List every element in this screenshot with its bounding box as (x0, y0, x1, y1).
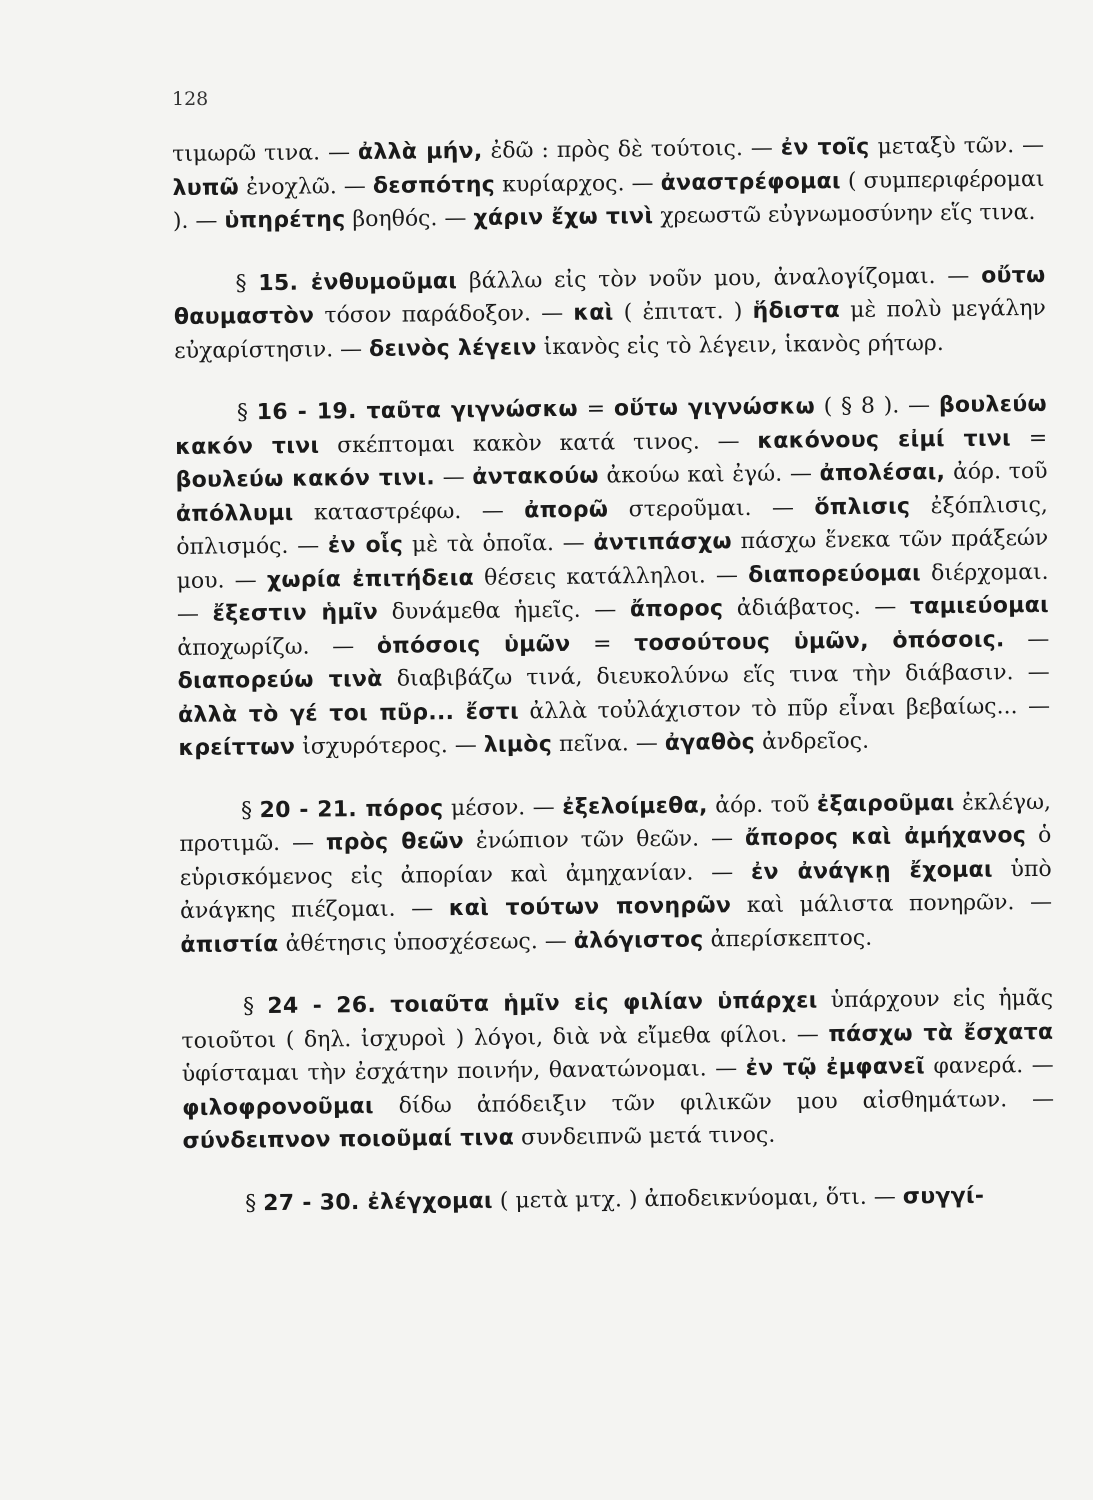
headword: ἀπόλλυμι (175, 500, 294, 527)
headword: διαπορεύω τινὰ (177, 666, 383, 694)
headword: ἐξελοίμεθα, (562, 792, 708, 820)
headword: σύνδειπνον ποιοῦμαί τινα (182, 1125, 515, 1154)
gloss-text: ( ἐπιτατ. ) (613, 298, 753, 326)
headword: κρείττων (178, 734, 296, 761)
headword: ἀλλὰ μήν, (357, 138, 483, 166)
headword: ἐν τοῖς (780, 134, 870, 161)
gloss-text: διέρχομαι. — (176, 559, 1049, 627)
gloss-text: ἐνώπιον τῶν θεῶν. — (463, 826, 746, 854)
headword: ἀπολέσαι, (819, 459, 946, 487)
gloss-text: μέσον. — (443, 794, 563, 821)
gloss-text: § (240, 797, 260, 823)
gloss-text: ὑπὸ ἀνάγκης πιέζομαι. — (179, 856, 1052, 924)
headword: συγγί- (902, 1183, 985, 1209)
headword: τοσούτους ὑμῶν, ὁπόσοις. (634, 626, 1005, 656)
headword: ἐν οἷς (327, 532, 404, 559)
gloss-text: καὶ μάλιστα πονηρῶν. — (731, 889, 1053, 919)
headword: ὅπλισις (814, 493, 911, 520)
headword: 27 - 30. ἐλέγχομαι (263, 1188, 493, 1216)
paragraph (173, 258, 1046, 368)
headword: ἀγαθὸς (664, 729, 756, 756)
gloss-text: συνδειπνῶ μετά τινος. (513, 1122, 776, 1151)
gloss-text: κυρίαρχος. — (494, 170, 661, 198)
gloss-text: ἀπερίσκεπτος. (703, 925, 873, 952)
headword: οὕτω γιγνώσκω (613, 394, 816, 422)
gloss-text: § (235, 270, 259, 296)
headword: ἀντιπάσχω (593, 529, 732, 556)
headword: κακόνους εἰμί τινι (757, 425, 1012, 454)
headword: ἀλόγιστος (573, 926, 704, 954)
headword: ἐξαιροῦμαι (816, 790, 955, 817)
headword: ὁπόσοις ὑμῶν (376, 631, 571, 659)
gloss-text: τόσον παράδοξον. — (314, 300, 574, 329)
headword: λιμὸς (483, 732, 553, 758)
gloss-text: ἱκανὸς εἰς τὸ λέγειν, ἱκανὸς ρήτωρ. (536, 330, 944, 360)
gloss-text: μεταξὺ τῶν. — (869, 132, 1045, 160)
headword: ταμιεύομαι (909, 592, 1050, 620)
headword: δεινὸς λέγειν (368, 334, 537, 362)
gloss-text: ἀποχωρίζω. — (177, 633, 378, 661)
gloss-text: = (570, 630, 635, 657)
gloss-text: ( § 8 ). — (814, 392, 940, 420)
gloss-text: = (577, 396, 615, 422)
gloss-text: ὁ εὑρισκόμενος εἰς ἀπορίαν καὶ ἀμηχανίαν. — (179, 822, 1052, 891)
paragraph (183, 1178, 1055, 1221)
headword: δεσπότης (372, 172, 496, 199)
paragraph (179, 785, 1053, 962)
headword: ἀναστρέφομαι (660, 168, 841, 196)
gloss-text: ( μετὰ μτχ. ) ἀποδεικνύομαι, ὅτι. — (492, 1183, 903, 1214)
gloss-text: = (1010, 425, 1048, 451)
headword: πάσχω τὰ ἔσχατα (828, 1019, 1054, 1047)
headword: 24 - 26. τοιαῦτα ἡμῖν εἰς φιλίαν ὑπάρχει (267, 988, 818, 1020)
headword: ἔξεστιν ἡμῖν (212, 599, 379, 627)
glossary-text (172, 129, 1055, 1221)
gloss-text: ἐδῶ : πρὸς δὲ τούτοις. — (482, 135, 781, 164)
gloss-text: § (236, 400, 257, 426)
headword: ἀπιστία (180, 931, 279, 958)
headword: καὶ (573, 300, 614, 326)
gloss-text: χρεωστῶ εὐγνωμοσύνην εἵς τινα. (653, 199, 1036, 229)
gloss-text: ἀθέτησις ὑποσχέσεως. — (278, 928, 574, 957)
gloss-text: τιμωρῶ τινα. — (172, 140, 359, 167)
gloss-text: διαβιβάζω τινά, διευκολύνω εἵς τινα τὴν διάβασιν. — (382, 659, 1050, 692)
headword: ἄπορος καὶ ἀμήχανος (744, 823, 1027, 852)
headword: ἀπορῶ (524, 496, 609, 523)
headword: διαπορεύομαι (747, 560, 922, 588)
gloss-text: μὲ τὰ ὁποῖα. — (403, 530, 594, 558)
headword: ἄπορος (629, 596, 724, 623)
gloss-text: δίδω ἀπόδειξιν τῶν φιλικῶν μου αἰσθημάτων. — (373, 1086, 1055, 1119)
headword: βουλεύω κακόν τινι (175, 391, 1047, 460)
headword: ἀντακούω (472, 463, 599, 490)
gloss-text: στεροῦμαι. — (608, 494, 815, 522)
gloss-text: πάσχω ἕνεκα τῶν πράξεών μου. — (176, 525, 1049, 594)
gloss-text: ὑφίσταμαι τὴν ἐσχάτην ποινήν, θανατώνομαι. — (181, 1056, 746, 1087)
headword: φιλοφρονοῦμαι (182, 1093, 374, 1121)
gloss-text: ἀκούω καὶ ἐγώ. — (598, 461, 820, 489)
gloss-text: πεῖνα. — (551, 730, 665, 758)
gloss-text: — (434, 464, 473, 491)
gloss-text: ἐκλέγω, προτιμῶ. — (179, 789, 1052, 857)
gloss-text: § (245, 1190, 264, 1216)
headword: ἥδιστα (752, 298, 841, 324)
paragraph (175, 388, 1051, 766)
gloss-text: ἀλλὰ τοὐλάχιστον τὸ πῦρ εἶναι βεβαίως... — (518, 693, 1051, 724)
headword: καὶ τούτων πονηρῶν (448, 893, 732, 922)
gloss-text: καταστρέφω. — (293, 497, 525, 526)
gloss-text: ἐνοχλῶ. — (238, 173, 374, 200)
gloss-text: — (1004, 626, 1050, 652)
headword: ὑπηρέτης (224, 207, 346, 234)
headword: ἐν τῷ ἐμφανεῖ (745, 1054, 926, 1082)
gloss-text: δυνάμεθα ἡμεῖς. — (377, 597, 631, 625)
gloss-text: θέσεις κατάλληλοι. — (473, 562, 749, 591)
gloss-text: σκέπτομαι κακὸν κατά τινος. — (319, 428, 758, 458)
gloss-text: ἀνδρεῖος. (754, 728, 870, 755)
headword: οὔτω θαυμαστὸν (173, 262, 1046, 330)
gloss-text: βοηθός. — (345, 205, 474, 233)
gloss-text: ἀδιάβατος. — (723, 594, 911, 622)
gloss-text: ( συμπεριφέρομαι ). — (172, 166, 1045, 234)
gloss-text: § (242, 994, 268, 1020)
headword: χωρία ἐπιτήδεια (266, 565, 475, 593)
gloss-text: ἀόρ. τοῦ (945, 458, 1048, 485)
gloss-text: φανερά. — (924, 1052, 1054, 1080)
gloss-text: ὑπάρχουν εἰς ἡμᾶς τοιοῦτοι ( δηλ. ἰσχυροὶ ) λόγοι, διὰ νὰ εἴμεθα φίλοι. — (181, 985, 1054, 1054)
headword: λυπῶ (172, 174, 240, 201)
paragraph (181, 982, 1055, 1159)
page-number: 128 (172, 88, 209, 110)
headword: χάριν ἔχω τινὶ (473, 203, 654, 231)
gloss-text: ἰσχυρότερος. — (295, 732, 484, 760)
gloss-text: μὲ πολὺ μεγάλην εὐχαρίστησιν. — (174, 295, 1046, 364)
gloss-text: ἀόρ. τοῦ (707, 791, 818, 818)
headword: ἐν ἀνάγκῃ ἔχομαι (750, 856, 993, 885)
gloss-text: βάλλω εἰς τὸν νοῦν μου, ἀναλογίζομαι. — (457, 263, 982, 294)
headword: 16 - 19. ταῦτα γιγνώσκω (256, 396, 578, 426)
headword: 15. ἐνθυμοῦμαι (258, 268, 458, 296)
gloss-text: ἐξόπλισις, ὁπλισμός. — (176, 492, 1048, 560)
headword: βουλεύω κακόν τινι. (175, 465, 436, 493)
headword: 20 - 21. πόρος (259, 795, 444, 823)
paragraph (172, 129, 1045, 239)
headword: ἀλλὰ τὸ γέ τοι πῦρ... ἔστι (177, 698, 520, 728)
headword: πρὸς θεῶν (325, 828, 465, 856)
